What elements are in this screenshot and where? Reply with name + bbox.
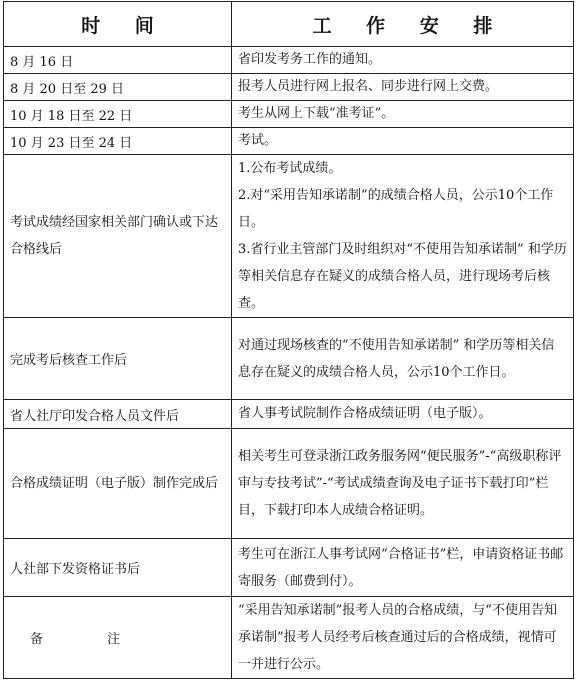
table-row bbox=[4, 128, 574, 155]
task-cell: 相关考生可登录浙江政务服务网“便民服务”-“高级职称评审与专技考试”-“考试成绩查询及电子证书下载打印”栏目，下载打印本人成绩合格证明。 bbox=[232, 429, 574, 539]
task-cell: 考生从网上下载“准考证”。 bbox=[232, 101, 574, 128]
time-cell: 考试成绩经国家相关部门确认或下达合格线后 bbox=[4, 155, 232, 318]
table-header-row bbox=[4, 2, 574, 47]
header-time: 时 间 bbox=[4, 2, 232, 47]
task-cell: 省印发考务工作的通知。 bbox=[232, 47, 574, 74]
task-cell: 1.公布考试成绩。 2.对“采用告知承诺制”的成绩合格人员，公示10个工作日。 3.省行业主管部门及时组织对“不使用告知承诺制” 和学历等相关信息存在疑义的成绩合格人员，进行现场考后核查。 bbox=[232, 155, 574, 318]
table-row bbox=[4, 47, 574, 74]
task-cell: 报考人员进行网上报名、同步进行网上交费。 bbox=[232, 74, 574, 101]
time-cell: 完成考后核查工作后 bbox=[4, 318, 232, 400]
task-cell: 省人事考试院制作合格成绩证明（电子版）。 bbox=[232, 400, 574, 429]
time-cell: 8 月 20 日至 29 日 bbox=[4, 74, 232, 101]
schedule-table bbox=[3, 1, 574, 679]
table-row bbox=[4, 429, 574, 539]
time-cell: 备 注 bbox=[4, 597, 232, 679]
time-cell: 人社部下发资格证书后 bbox=[4, 539, 232, 597]
time-cell: 8 月 16 日 bbox=[4, 47, 232, 74]
table-row bbox=[4, 597, 574, 679]
header-task: 工 作 安 排 bbox=[232, 2, 574, 47]
task-cell: 对通过现场核查的“不使用告知承诺制” 和学历等相关信息存在疑义的成绩合格人员，公示10个工作日。 bbox=[232, 318, 574, 400]
table-row bbox=[4, 74, 574, 101]
table-row bbox=[4, 318, 574, 400]
table-row bbox=[4, 400, 574, 429]
time-cell: 10 月 23 日至 24 日 bbox=[4, 128, 232, 155]
time-cell: 10 月 18 日至 22 日 bbox=[4, 101, 232, 128]
task-cell: 考生可在浙江人事考试网“合格证书”栏，申请资格证书邮寄服务（邮费到付）。 bbox=[232, 539, 574, 597]
table-row bbox=[4, 539, 574, 597]
table-row bbox=[4, 155, 574, 318]
task-cell: “采用告知承诺制”报考人员的合格成绩，与“不使用告知承诺制”报考人员经考后核查通过后的合格成绩，视情可一并进行公示。 bbox=[232, 597, 574, 679]
time-cell: 省人社厅印发合格人员文件后 bbox=[4, 400, 232, 429]
table-row bbox=[4, 101, 574, 128]
task-cell: 考试。 bbox=[232, 128, 574, 155]
time-cell: 合格成绩证明（电子版）制作完成后 bbox=[4, 429, 232, 539]
